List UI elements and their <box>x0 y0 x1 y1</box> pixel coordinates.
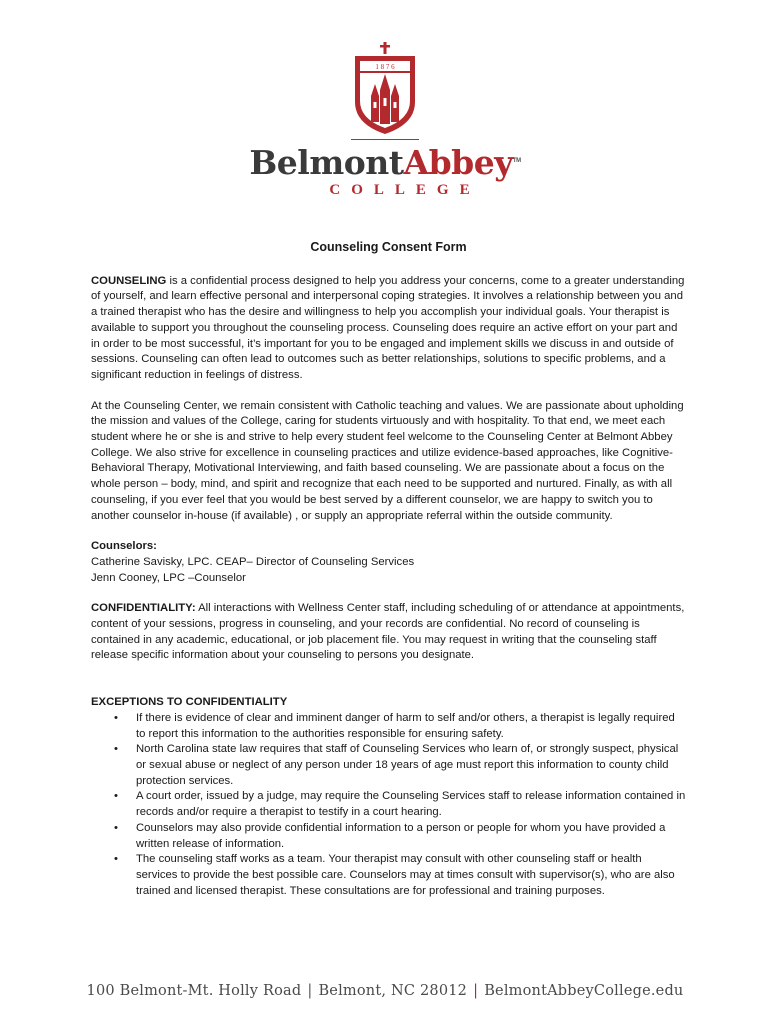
brand-name-belmont: Belmont <box>249 143 404 182</box>
counselor-item: Jenn Cooney, LPC –Counselor <box>91 571 246 584</box>
list-item <box>91 821 686 852</box>
confidentiality-text: All interactions with Wellness Center staff, including scheduling of or attendance at appointments, content of your sessions, progress in counseling, and your records are confidential. No record of counseling is contained in any academic, educational, or job placement file. You may request in writing that the counseling staff release specific information about your counseling to persons you designate. <box>91 602 685 662</box>
document-body <box>91 240 686 899</box>
intro-text: is a confidential process designed to help you address your concerns, come to a greater understanding of yourself, and learn effective personal and interpersonal coping strategies. It involves a relationship between you and a trained therapist who has the desire and willingness to help you accomplish your individual goals. Your therapist is available to support you throughout the counseling process. Counseling does require an active effort on your part and in order to be most successful, it’s important for you to be engaged and implement skills we discuss in and outside of sessions. Counseling can often lead to outcomes such as better relationships, solutions to specific problems, and a significant reduction in feelings of distress. <box>91 274 685 381</box>
counselors-heading: Counselors: <box>91 540 157 553</box>
list-item-text: North Carolina state law requires that staff of Counseling Services who learn of, or strongly suspect, physical or sexual abuse or neglect of any person under 18 years of age must report this information to county child protection services. <box>136 743 679 787</box>
trademark-mark: TM <box>512 158 521 164</box>
logo-year: 1 8 7 6 <box>375 63 395 71</box>
footer-separator: | <box>307 983 313 999</box>
brand-college: COLLEGE <box>329 182 481 198</box>
counselor-item: Catherine Savisky, LPC. CEAP– Director of Counseling Services <box>91 555 415 568</box>
intro-lead: COUNSELING <box>91 274 167 287</box>
list-item-text: The counseling staff works as a team. Your therapist may consult with other counseling staff or health services to provide the best possible care. Counselors may at times consult with supervisor(s), who are also trained and licensed therapist. These consultations are for professional and training purposes. <box>136 853 675 897</box>
counselors-section <box>91 539 686 586</box>
bullet-icon: • <box>114 821 118 834</box>
footer-website-link[interactable]: BelmontAbbeyCollege.edu <box>484 983 684 999</box>
brand-divider <box>351 139 419 140</box>
college-logo <box>0 40 770 199</box>
footer-separator: | <box>473 983 479 999</box>
list-item-text: If there is evidence of clear and imminent danger of harm to self and/or others, a therapist is legally required to report this information to the authorities responsible for ensuring safety. <box>136 711 675 740</box>
list-item <box>91 852 686 899</box>
list-item-text: Counselors may also provide confidential information to a person or people for whom you have provided a written release of information. <box>136 821 666 850</box>
confidentiality-lead: CONFIDENTIALITY: <box>91 602 196 615</box>
brand-name-abbey: Abbey <box>403 143 513 182</box>
bullet-icon: • <box>114 711 118 724</box>
abbey-shield-icon <box>349 40 421 136</box>
page-title: Counseling Consent Form <box>310 240 467 254</box>
center-paragraph: At the Counseling Center, we remain consistent with Catholic teaching and values. We are passionate about upholding the mission and values of the College, caring for students virtuously and with hospitality. To that end, we meet each student where he or she is and strive to help every student feel welcome to the Counseling Center at Belmont Abbey College. We also strive for excellence in counseling practices and utilize evidence-based approaches, like Cognitive-Behavioral Therapy, Motivational Interviewing, and faith based counseling. We are passionate about a focus on the whole person – body, mind, and spirit and recognize that each need to be supported and nurtured. Finally, as with all counseling, if you ever feel that you would be best served by a different counselor, we are happy to switch you to another counselor in-house (if available) , or supply an appropriate referral within the outside community. <box>91 399 684 522</box>
exceptions-list <box>91 711 686 899</box>
page-footer <box>0 983 770 999</box>
exceptions-heading: EXCEPTIONS TO CONFIDENTIALITY <box>91 696 288 709</box>
footer-city: Belmont, NC 28012 <box>318 983 468 999</box>
intro-paragraph <box>91 274 686 384</box>
brand-wordmark <box>249 143 521 182</box>
list-item-text: A court order, issued by a judge, may require the Counseling Services staff to release information contained in records and/or require a therapist to testify in a court hearing. <box>136 790 686 819</box>
list-item <box>91 742 686 789</box>
list-item <box>91 789 686 820</box>
bullet-icon: • <box>114 790 118 803</box>
bullet-icon: • <box>114 853 118 866</box>
confidentiality-paragraph <box>91 601 686 664</box>
list-item <box>91 711 686 742</box>
bullet-icon: • <box>114 743 118 756</box>
footer-address: 100 Belmont-Mt. Holly Road <box>86 983 302 999</box>
